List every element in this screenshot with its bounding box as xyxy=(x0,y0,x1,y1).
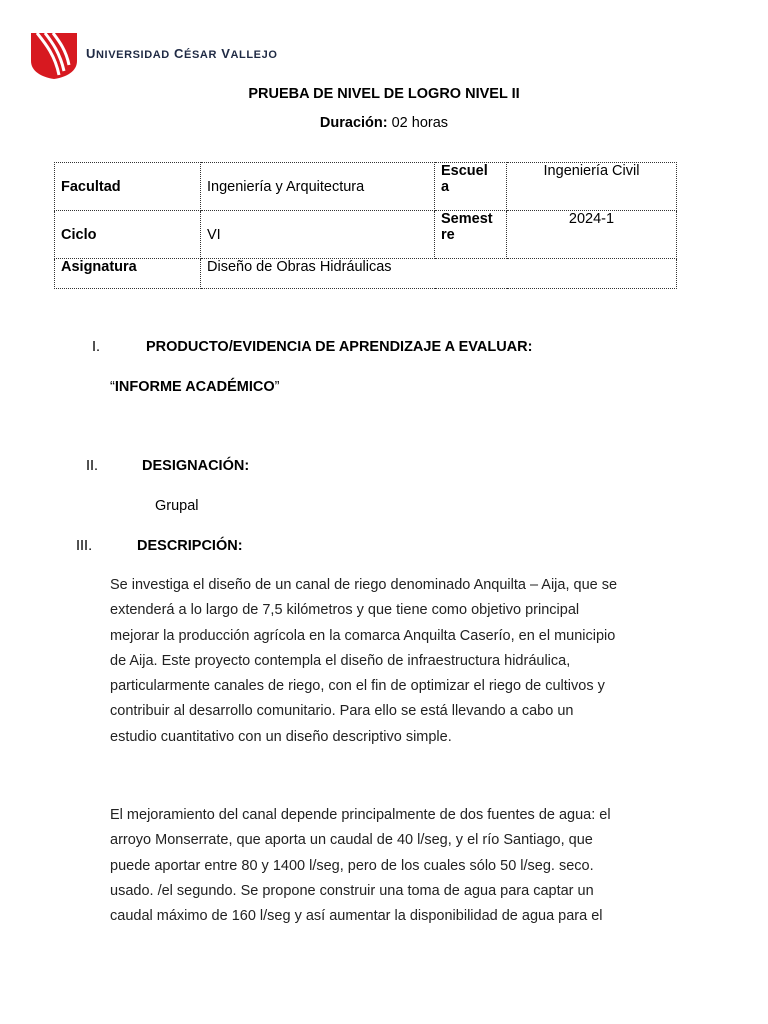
section-1-title: PRODUCTO/EVIDENCIA DE APRENDIZAJE A EVALUAR: xyxy=(146,339,533,355)
course-info-table xyxy=(54,162,677,289)
duration-line: Duración: 02 horas xyxy=(319,115,449,131)
description-paragraph-1: Se investiga el diseño de un canal de riego denominado Anquilta – Aija, que se extenderá a lo largo de 7,5 kilómetros y que tiene como objetivo principal mejorar la producción agrícola en la comarca Anquilta Caserío, en el municipio de Aija. Este proyecto contempla el diseño de infraestructura hidráulica, particularmente canales de riego, con el fin de optimizar el riego de cultivos y contribuir al desarrollo comunitario. Para ello se está llevando a cabo un estudio cuantitativo con un diseño descriptivo simple. xyxy=(110,577,618,745)
escuela-label: Escuel a xyxy=(435,163,507,211)
section-3-title: DESCRIPCIÓN: xyxy=(137,538,243,554)
ciclo-label: Ciclo xyxy=(55,211,201,259)
escuela-value: Ingeniería Civil xyxy=(507,163,677,211)
section-1-product: “INFORME ACADÉMICO” xyxy=(110,379,280,395)
semestre-label: Semest re xyxy=(435,211,507,259)
table-row xyxy=(55,211,677,259)
page-title: PRUEBA DE NIVEL DE LOGRO NIVEL II xyxy=(248,86,520,102)
section-3-number: III. xyxy=(76,538,93,554)
description-paragraph-2: El mejoramiento del canal depende principalmente de dos fuentes de agua: el arroyo Monserrate, que aporta un caudal de 40 l/seg, y el río Santiago, que puede aportar entre 80 y 1400 l/seg, pero de los cuales sólo 50 l/seg. seco. usado. /el segundo. Se propone construir una toma de agua para captar un caudal máximo de 160 l/seg y así aumentar la disponibilidad de agua para el xyxy=(110,807,611,925)
asignatura-label: Asignatura xyxy=(55,259,201,289)
table-row xyxy=(55,163,677,211)
university-name: UNIVERSIDAD CÉSAR VALLEJO xyxy=(86,46,278,61)
section-2-number: II. xyxy=(86,458,99,474)
facultad-label: Facultad xyxy=(55,163,201,211)
university-logo-icon xyxy=(31,31,77,79)
asignatura-value: Diseño de Obras Hidráulicas xyxy=(201,259,677,289)
facultad-value: Ingeniería y Arquitectura xyxy=(201,163,435,211)
section-1-number: I. xyxy=(92,339,101,355)
table-row xyxy=(55,259,677,289)
ciclo-value: VI xyxy=(201,211,435,259)
section-2-title: DESIGNACIÓN: xyxy=(142,458,250,474)
semestre-value: 2024-1 xyxy=(507,211,677,259)
section-2-value: Grupal xyxy=(155,498,199,514)
